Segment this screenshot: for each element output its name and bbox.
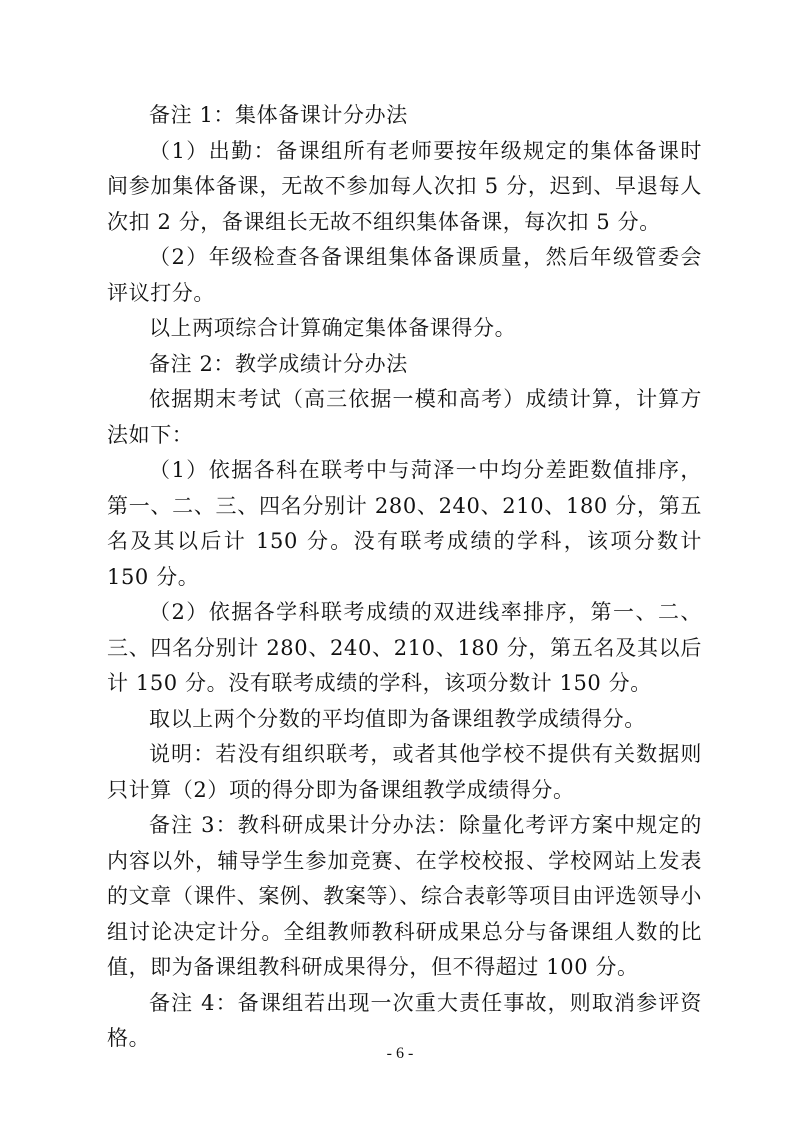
page-number: - 6 - — [386, 1045, 414, 1062]
note-2-item-average-gap: （1）依据各科在联考中与菏泽一中均分差距数值排序，第一、二、三、四名分别计 280、240、210、180 分，第五名及其以后计 150 分。没有联考成绩的学科，该项分数计 150 分。 — [107, 458, 702, 589]
note-1-item-quality: （2）年级检查各备课组集体备课质量，然后年级管委会评议打分。 — [107, 245, 702, 305]
note-2-item-pass-rate: （2）依据各学科联考成绩的双进线率排序，第一、二、三、四名分别计 280、240、210、180 分，第五名及其以后计 150 分。没有联考成绩的学科，该项分数计 150 分。 — [107, 600, 702, 695]
note-4-accident: 备注 4：备课组若出现一次重大责任事故，则取消参评资格。 — [107, 990, 702, 1050]
note-2-intro: 依据期末考试（高三依据一模和高考）成绩计算，计算方法如下： — [107, 387, 702, 447]
note-2-heading: 备注 2：教学成绩计分办法 — [149, 351, 408, 376]
note-1-heading: 备注 1：集体备课计分办法 — [149, 103, 408, 127]
note-1-summary: 以上两项综合计算确定集体备课得分。 — [149, 316, 517, 340]
note-1-item-attendance: （1）出勤：备课组所有老师要按年级规定的集体备课时间参加集体备课，无故不参加每人次扣 5 分，迟到、早退每人次扣 2 分，备课组长无故不组织集体备课，每次扣 5 分。 — [107, 138, 702, 234]
note-2-explanation: 说明：若没有组织联考，或者其他学校不提供有关数据则只计算（2）项的得分即为备课组教学成绩得分。 — [107, 742, 702, 802]
note-2-summary: 取以上两个分数的平均值即为备课组教学成绩得分。 — [149, 706, 646, 731]
document-body — [107, 98, 702, 1057]
note-3-research: 备注 3：教科研成果计分办法：除量化考评方案中规定的内容以外，辅导学生参加竞赛、在学校校报、学校网站上发表的文章（课件、案例、教案等）、综合表彰等项目由评选领导小组讨论决定计分。全组教师教科研成果总分与备课组人数的比值，即为备课组教科研成果得分，但不得超过 100 分。 — [107, 813, 702, 979]
